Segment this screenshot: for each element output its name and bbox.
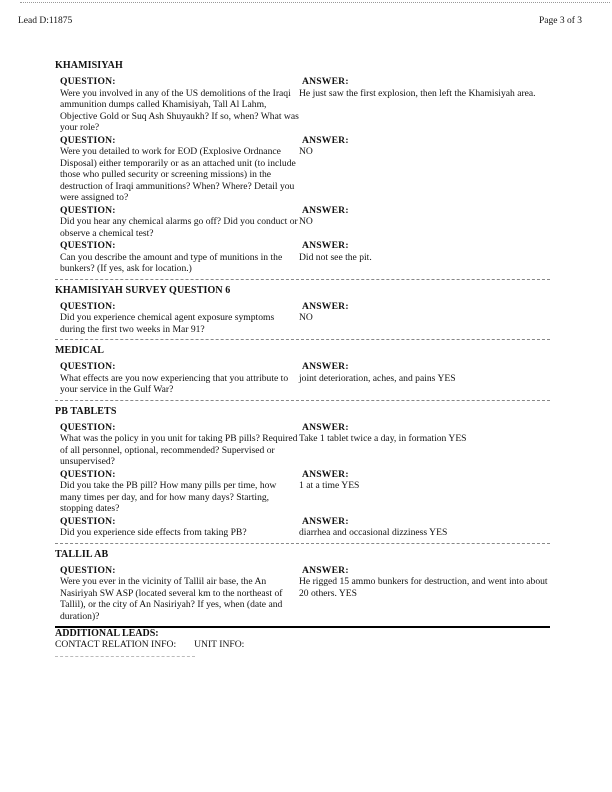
question-label: QUESTION: [60,361,116,372]
qa-row [55,135,550,204]
section-title: MEDICAL [55,345,105,356]
section-divider [55,543,550,544]
qa-row [55,565,550,623]
question-block [55,301,299,336]
question-text: Did you take the PB pill? How many pills per time, how many times per day, and for how many days? Starting, stopping dates? [60,480,277,514]
answer-text: He just saw the first explosion, then left the Khamisiyah area. [299,87,536,99]
question-label: QUESTION: [60,134,116,146]
answer-label: ANSWER: [302,240,349,251]
page-header [18,16,582,30]
answer-block [299,301,550,336]
qa-row [55,361,550,396]
question-text: What effects are you now experiencing that you attribute to your service in the Gulf War? [60,372,289,395]
question-block [55,565,299,623]
section-title: TALLIL AB [55,548,109,560]
question-label: QUESTION: [60,468,116,480]
answer-block [299,135,550,204]
qa-row [55,422,550,468]
lead-id: Lead D:11875 [18,16,73,26]
section-divider [55,279,550,280]
section-title: KHAMISIYAH SURVEY QUESTION 6 [55,284,231,296]
qa-row [55,469,550,515]
qa-row [55,240,550,275]
question-label: QUESTION: [60,421,116,433]
question-block [55,422,299,468]
question-block [55,135,299,204]
qa-row [55,301,550,336]
question-block [55,205,299,240]
section-pb-tablets [55,400,550,539]
question-label: QUESTION: [60,300,116,312]
answer-label: ANSWER: [302,361,349,372]
questionnaire-body [55,60,550,657]
question-block [55,240,299,275]
question-text: Did you experience chemical agent exposure symptoms during the first two weeks in Mar 91? [60,312,275,335]
question-block [55,361,299,396]
question-block [55,76,299,134]
section-tallil-ab [55,543,550,623]
answer-block [299,565,550,623]
question-label: QUESTION: [60,515,116,527]
qa-row [55,205,550,240]
additional-leads-fields [55,639,550,650]
answer-label: ANSWER: [302,204,349,216]
bottom-scan-rule [55,656,195,657]
answer-label: ANSWER: [302,421,349,433]
section-khamisiyah-survey-question-6 [55,279,550,336]
question-text: Were you involved in any of the US demolitions of the Iraqi ammunition dumps called Khamisiyah, Tall Al Lahm, Objective Gold or Suq Ash Shuyaukh? If so, when? What was your role? [60,87,299,133]
question-label: QUESTION: [60,564,116,576]
answer-label: ANSWER: [302,134,349,146]
section-khamisiyah [55,60,550,275]
question-text: What was the policy in you unit for taking PB pills? Required of all personnel, optional, recommended? Supervised or unsupervised? [60,433,298,467]
answer-block [299,469,550,515]
qa-row [55,76,550,134]
section-title: PB TABLETS [55,405,117,417]
section-divider [55,339,550,340]
answer-text: NO [299,216,313,227]
qa-row [55,516,550,539]
answer-block [299,361,550,396]
answer-text: NO [299,146,313,157]
additional-leads-title: ADDITIONAL LEADS: [55,628,159,639]
answer-label: ANSWER: [302,564,349,576]
answer-text: NO [299,312,313,323]
question-text: Did you hear any chemical alarms go off? Did you conduct or observe a chemical test? [60,216,298,239]
section-divider [55,400,550,401]
answer-block [299,422,550,468]
answer-label: ANSWER: [302,300,349,312]
section-medical [55,339,550,396]
answer-text: He rigged 15 ammo bunkers for destruction, and went into about 20 others. YES [299,576,548,599]
answer-text: Take 1 tablet twice a day, in formation YES [299,433,467,444]
question-text: Can you describe the amount and type of munitions in the bunkers? (If yes, ask for location.) [60,251,283,274]
answer-text: 1 at a time YES [299,480,360,491]
question-label: QUESTION: [60,204,116,216]
answer-block [299,205,550,240]
answer-block [299,240,550,275]
question-text: Did you experience side effects from taking PB? [60,527,247,538]
answer-label: ANSWER: [302,515,349,527]
page-number: Page 3 of 3 [538,16,582,26]
answer-label: ANSWER: [302,76,349,87]
question-text: Were you ever in the vicinity of Tallil air base, the An Nasiriyah SW ASP (located several km to the northeast of Tallil), or the city of An Nasiriyah? If yes, when (date and duration)? [60,576,283,622]
question-block [55,516,299,539]
answer-block [299,516,550,539]
section-title: KHAMISIYAH [55,60,123,71]
answer-text: diarrhea and occasional dizziness YES [299,527,448,538]
top-scan-rule [20,2,610,3]
answer-text: joint deterioration, aches, and pains YES [299,372,456,384]
answer-block [299,76,550,134]
question-label: QUESTION: [60,240,116,251]
contact-relation-info: CONTACT RELATION INFO: [55,639,177,650]
question-label: QUESTION: [60,76,116,87]
question-block [55,469,299,515]
answer-text: Did not see the pit. [299,251,372,263]
question-text: Were you detailed to work for EOD (Explosive Ordnance Disposal) either temporarily or as an attached unit (to include those who pulled security or screening missions) in the destruction of Iraqi ammunitions? When? Where? Detail you were assigned to? [60,146,296,203]
answer-label: ANSWER: [302,468,349,480]
unit-info: UNIT INFO: [194,639,245,650]
